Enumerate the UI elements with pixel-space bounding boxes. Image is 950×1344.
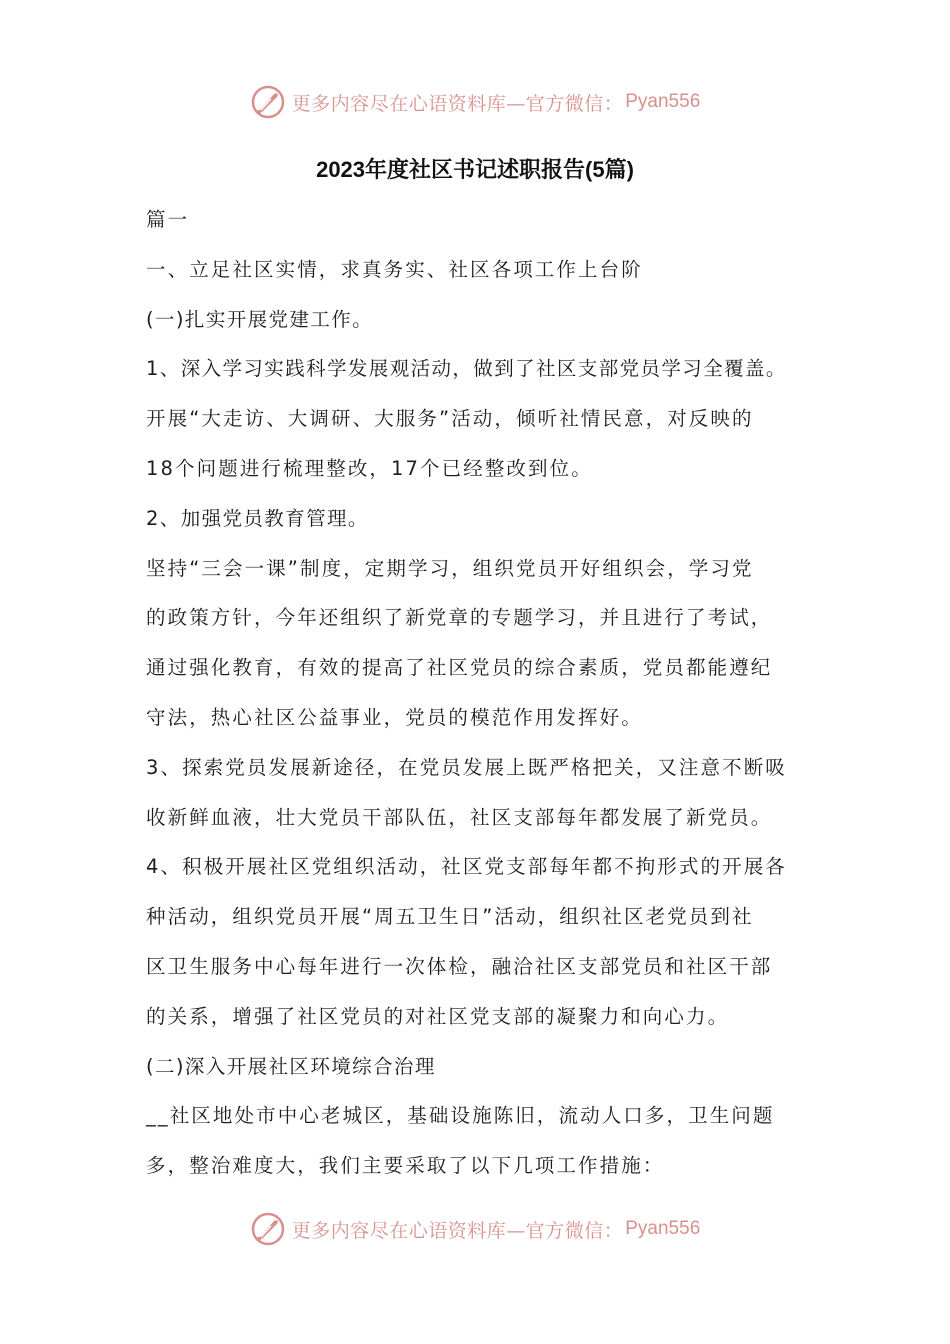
paragraph-line: 1、深入学习实践科学发展观活动，做到了社区支部党员学习全覆盖。 (146, 357, 787, 381)
watermark-footer (0, 1209, 950, 1249)
watermark-text: 更多内容尽在心语资料库—官方微信： (291, 1219, 624, 1242)
paragraph-line: 区卫生服务中心每年进行一次体检，融洽社区支部党员和社区干部 (146, 954, 773, 978)
paragraph-line: 收新鲜血液，壮大党员干部队伍，社区支部每年都发展了新党员。 (146, 805, 773, 829)
watermark-text: 更多内容尽在心语资料库—官方微信： (291, 92, 624, 115)
paragraph-line: 种活动，组织党员开展“周五卫生日”活动，组织社区老党员到社 (146, 905, 754, 929)
paragraph-line: 3、探索党员发展新途径，在党员发展上既严格把关，又注意不断吸 (146, 755, 787, 779)
section-label: 篇一 (146, 208, 190, 231)
paragraph-line: 多，整治难度大，我们主要采取了以下几项工作措施： (146, 1154, 665, 1178)
paragraph-line: __社区地处市中心老城区，基础设施陈旧，流动人口多，卫生问题 (146, 1104, 775, 1128)
watermark-wechat-id: Pyan556 (625, 1218, 701, 1239)
paragraph-line: 18个问题进行梳理整改，17个已经整改到位。 (146, 456, 593, 480)
quill-logo-icon (250, 1211, 286, 1247)
paragraph-line: 通过强化教育，有效的提高了社区党员的综合素质，党员都能遵纪 (146, 656, 773, 680)
document-body (146, 199, 816, 1195)
paragraph-line: 开展“大走访、大调研、大服务”活动，倾听社情民意，对反映的 (146, 407, 754, 431)
watermark-header (0, 82, 950, 122)
heading-level-1: 一、立足社区实情，求真务实、社区各项工作上台阶 (146, 257, 643, 281)
paragraph-line: 4、积极开展社区党组织活动，社区党支部每年都不拘形式的开展各 (146, 855, 787, 879)
quill-logo-icon (250, 84, 286, 120)
heading-level-2: (二)深入开展社区环境综合治理 (146, 1054, 436, 1078)
document-title: 2023年度社区书记述职报告(5篇) (316, 157, 634, 182)
paragraph-line: 的政策方针，今年还组织了新党章的专题学习，并且进行了考试， (146, 606, 773, 630)
paragraph-line: 守法，热心社区公益事业，党员的模范作用发挥好。 (146, 705, 643, 729)
paragraph-line: 的关系，增强了社区党员的对社区党支部的凝聚力和向心力。 (146, 1004, 730, 1028)
heading-level-2: (一)扎实开展党建工作。 (146, 307, 374, 331)
paragraph-line: 坚持“三会一课”制度，定期学习，组织党员开好组织会，学习党 (146, 556, 754, 580)
paragraph-line: 2、加强党员教育管理。 (146, 506, 369, 530)
watermark-wechat-id: Pyan556 (625, 91, 701, 112)
